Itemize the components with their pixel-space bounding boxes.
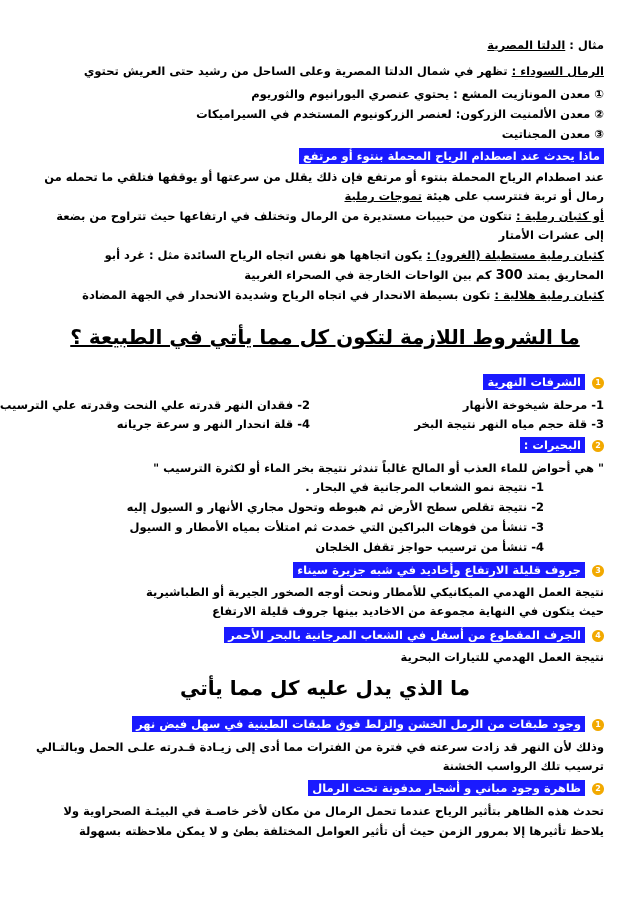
main-question <box>46 325 604 349</box>
lakes-intro-text: " هي أحواض للماء العذب أو المالح غالباً تندثر نتيجة بخر الماء أو لكثرة الترسيب " <box>153 461 604 475</box>
list-row <box>0 398 604 412</box>
dune-text: كم بين الواحات الخارجة في الصحراء الغربية <box>244 268 492 282</box>
second-question <box>46 676 604 700</box>
example-title: الدلتا المصرية <box>487 38 566 52</box>
mineral-number: ③ <box>594 127 604 141</box>
mineral-number: ① <box>594 87 604 101</box>
paragraph-text: تحدث هذه الظاهر بتأثير الرياح عندما تحمل الرمال من مكان لأخر خاصـة في البيئـة الصحراوية ولا <box>63 804 604 818</box>
dune-line <box>46 288 604 302</box>
list-item <box>0 398 310 412</box>
section-heading: البحيرات : <box>520 437 585 453</box>
dune-line <box>46 209 604 223</box>
mineral-text: معدن المجناتيت <box>501 127 591 141</box>
paragraph-text: يلاحظ تأثيرها إلا بمرور الزمن حيث أن تأثير العوامل المختلفة بطئ و لا يمكن ملاحظته بسهولة <box>78 824 604 838</box>
dune-text: إلى عشرات الأمتار <box>498 228 604 242</box>
section-heading-line <box>46 375 604 389</box>
list-number: 2- <box>531 500 544 514</box>
section-heading-line <box>46 438 604 452</box>
wind-dunes-label: تموجات رملية <box>344 189 422 203</box>
paragraph-text: نتيجة العمل الهدمي للتيارات البحرية <box>400 650 604 664</box>
mineral-text: معدن الألمنيت الزركون: لعنصر الزركونيوم المستخدم في السيراميكات <box>196 107 591 121</box>
list-text: تنشأ من ترسيب حواجز تقفل الخلجان <box>315 540 528 554</box>
second-question-text: ما الذي يدل عليه كل مما يأتي <box>180 676 470 700</box>
paragraph-line <box>46 824 604 838</box>
lakes-intro <box>46 461 604 475</box>
paragraph-line <box>46 604 604 618</box>
section-heading-line <box>46 781 604 795</box>
section-heading-line <box>46 717 604 731</box>
paragraph-line <box>46 585 604 599</box>
dune-line <box>46 248 604 262</box>
example-label: مثال : <box>569 38 604 52</box>
list-text: نتيجة نمو الشعاب المرجانية في البحار . <box>305 480 528 494</box>
wind-paragraph-text: عند اصطدام الرياح المحملة بنتوء أو مرتفع فإن ذلك يقلل من سرعتها أو يوقفها فتلقي ما تحمله من <box>44 170 604 184</box>
list-text: قلة حجم مياه النهر نتيجة البخر <box>414 417 588 431</box>
dune-line <box>46 268 604 283</box>
black-sands-text: تظهر في شمال الدلتا المصرية وعلى الساحل من رشيد حتى العريش تحتوي <box>83 64 508 78</box>
section-heading: الشرفات النهرية <box>483 374 585 390</box>
dune-line <box>46 228 604 242</box>
number-badge-icon: 2 <box>592 783 604 795</box>
list-text: تنشأ من فوهات البراكين التي خمدت ثم امتلأت بمياه الأمطار و السيول <box>129 520 528 534</box>
section-heading-line <box>46 563 604 577</box>
dune-text: تكون بسيطة الانحدار في اتجاه الرياح وشديدة الانحدار في الجهة المضادة <box>82 288 491 302</box>
list-item <box>117 417 310 431</box>
mineral-item <box>46 107 604 121</box>
dune-term: أو كثبان رملية : <box>515 209 604 223</box>
example-line <box>46 38 604 52</box>
list-text: قلة انحدار النهر و سرعة جريانه <box>116 417 294 431</box>
list-number: 3- <box>531 520 544 534</box>
paragraph-text: وذلك لأن النهر قد زادت سرعته في فترة من الفترات مما أدى إلى زيـادة قـدرته علـى الحمل وبالتـالي <box>35 740 604 754</box>
paragraph-line <box>46 759 604 773</box>
list-item <box>46 540 544 554</box>
section-heading: ظاهرة وجود مباني و أشجار مدفونة تحت الرمال <box>308 780 585 796</box>
mineral-text: معدن المونازيت المشع : يحتوي عنصري اليورانيوم والثوريوم <box>251 87 591 101</box>
paragraph-text: نتيجة العمل الهدمي الميكانيكي للأمطار ونحت أوجه الصخور الجيرية أو الطباشيرية <box>146 585 604 599</box>
list-item <box>46 480 544 494</box>
number-badge-icon: 3 <box>592 565 604 577</box>
dune-term: كثبان رملية هلالية : <box>494 288 604 302</box>
mineral-number: ② <box>594 107 604 121</box>
list-text: مرحلة شيخوخة الأنهار <box>462 398 588 412</box>
black-sands-term: الرمال السوداء : <box>511 64 604 78</box>
section-heading: الجرف المقطوع من أسفل في الشعاب المرجانية بالبحر الأحمر <box>224 627 585 643</box>
list-number: 4- <box>297 417 310 431</box>
section-heading: جروف قليلة الارتفاع وأخاديد في شبه جزيرة سيناء <box>293 562 585 578</box>
mineral-item <box>46 87 604 101</box>
wind-paragraph-text: رمال أو تربة فتترسب على هيئة <box>422 189 604 203</box>
list-number: 2- <box>297 398 310 412</box>
list-text: فقدان النهر قدرته علي النحت وقدرته علي الترسيب <box>0 398 294 412</box>
black-sands-line <box>46 64 604 78</box>
paragraph-text: حيث يتكون في النهاية مجموعة من الاخاديد بينها جروف قليلة الارتفاع <box>212 604 604 618</box>
list-item <box>314 417 604 431</box>
list-number: 1- <box>531 480 544 494</box>
list-item <box>46 520 544 534</box>
dune-text: المحاريق يمتد <box>526 268 604 282</box>
list-text: نتيجة تقلص سطح الأرض ثم هبوطه وتحول مجاري الأنهار و السيول إليه <box>126 500 528 514</box>
paragraph-line <box>46 804 604 818</box>
list-number: 3- <box>591 417 604 431</box>
dune-distance: 300 <box>495 268 523 283</box>
wind-paragraph-line <box>46 170 604 184</box>
paragraph-text: ترسيب تلك الرواسب الخشنة <box>442 759 604 773</box>
dune-text: تتكون من حبيبات مستديرة من الرمال وتختلف في ارتفاعها حيث تتراوح من بضعة <box>56 209 512 223</box>
mineral-item <box>46 127 604 141</box>
paragraph-line <box>35 740 604 754</box>
list-row <box>46 417 604 431</box>
main-question-text: ما الشروط اللازمة لتكون كل مما يأتي في الطبيعة ؟ <box>70 325 580 349</box>
list-item <box>314 398 604 412</box>
wind-paragraph-line <box>46 189 604 203</box>
section-heading-line <box>46 628 604 642</box>
number-badge-icon: 4 <box>592 630 604 642</box>
number-badge-icon: 1 <box>592 719 604 731</box>
wind-heading-line <box>46 149 604 163</box>
number-badge-icon: 2 <box>592 440 604 452</box>
dune-term: كثبان رملية مستطيلة (الغرود) : <box>426 248 604 262</box>
section-heading: وجود طبقات من الرمل الخشن والزلط فوق طبقات الطينية في سهل فيض نهر <box>132 716 585 732</box>
list-number: 4- <box>531 540 544 554</box>
list-number: 1- <box>591 398 604 412</box>
number-badge-icon: 1 <box>592 377 604 389</box>
list-item <box>46 500 544 514</box>
paragraph-line <box>46 650 604 664</box>
dune-text: يكون اتجاهها هو نفس اتجاه الرياح السائدة مثل : غرد أبو <box>104 248 423 262</box>
wind-heading: ماذا يحدث عند اصطدام الرياح المحملة بنتوء أو مرتفع <box>299 148 604 164</box>
